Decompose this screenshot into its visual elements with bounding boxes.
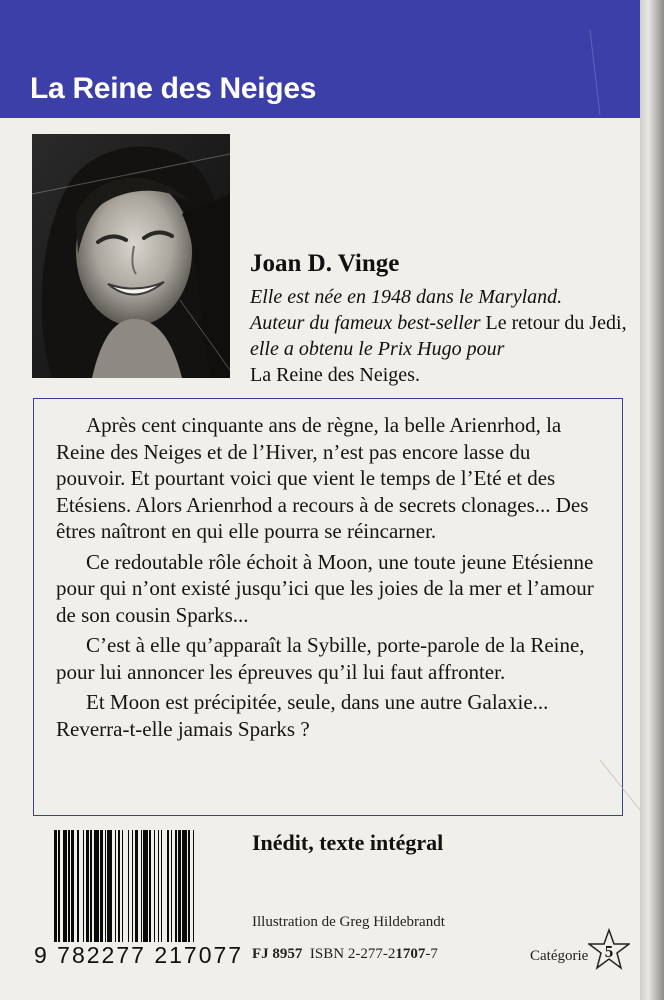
catalog-line [252,946,438,963]
author-info [250,250,640,388]
isbn-bold: 1707 [395,946,426,962]
blurb-paragraph: Ce redoutable rôle échoit à Moon, une toute jeune Etésienne pour qui n’ont existé jusqu’ici que les joies de la mer et l’amour de son cousin Sparks... [56,549,594,627]
illustration-credit: Illustration de Greg Hildebrandt [252,914,445,930]
author-name: Joan D. Vinge [250,250,400,277]
isbn-suffix: -7 [425,946,438,962]
blurb-paragraph: Après cent cinquante ans de règne, la belle Arienrhod, la Reine des Neiges et de l’Hiver, n’est pas encore lasse du pouvoir. Et pourtant voici que vient le temps de l’Eté et des Etésiens. Alors Arienrhod a recours à de secrets clonages... Des êtres naîtront en qui elle pourra se réincarner. [56,413,589,543]
category-label: Catégorie [530,948,589,964]
title-band [0,0,648,118]
blurb-paragraph: Et Moon est précipitée, seule, dans une autre Galaxie... Reverra-t-elle jamais Sparks ? [56,690,549,741]
author-bio-book-title: Le retour du Jedi, [480,312,627,334]
barcode [54,830,244,950]
author-portrait-icon [32,134,230,378]
author-bio-prize: elle a obtenu le Prix Hugo pour [250,338,505,360]
author-bio [250,284,640,388]
author-bio-prize-book: La Reine des Neiges. [250,364,420,386]
author-photo [32,134,230,378]
page-edge [640,0,664,1000]
isbn-prefix: ISBN 2-277-2 [309,946,396,962]
blurb-text [56,412,596,746]
barcode-block [28,826,246,976]
catalog-code: FJ 8957 [252,946,303,962]
blurb-paragraph: C’est à elle qu’apparaît la Sybille, porte-parole de la Reine, pour lui annoncer les épreuves qu’il lui faut affronter. [56,633,585,684]
edition-note: Inédit, texte intégral [252,830,444,855]
star-icon [588,928,630,970]
author-bio-birth: Elle est née en 1948 dans le Maryland. [250,286,563,308]
barcode-digits: 9 782277 217077 [34,942,244,968]
author-bio-bestseller-intro: Auteur du fameux best-seller [250,312,481,334]
category-number: 5 [604,942,614,961]
book-title: La Reine des Neiges [30,72,317,105]
